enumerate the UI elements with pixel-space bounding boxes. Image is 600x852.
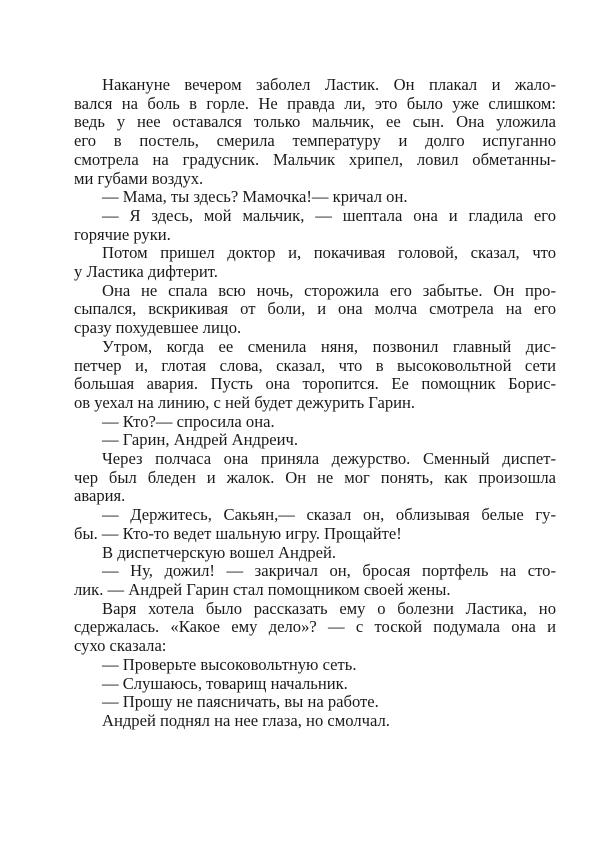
paragraph xyxy=(46,207,556,244)
text-line: вался на боль в горле. Не правда ли, это было уже слишком: xyxy=(74,93,556,113)
text-line: ведь у нее оставался только мальчик, ее сын. Она уложила xyxy=(74,112,556,132)
text-line: — Проверьте высоковольтную сеть. xyxy=(102,654,357,674)
text-line: — Я здесь, мой мальчик, — шептала она и гладила его xyxy=(102,205,556,225)
paragraph xyxy=(46,76,556,188)
text-line: — Слушаюсь, товарищ начальник. xyxy=(102,673,348,693)
text-line: чер был бледен и жалок. Он не мог понять, как произошла xyxy=(74,467,556,487)
paragraph xyxy=(46,188,556,207)
paragraph xyxy=(46,244,556,281)
text-line: — Мама, ты здесь? Мамочка!— кричал он. xyxy=(102,187,408,207)
text-line: — Гарин, Андрей Андреич. xyxy=(102,430,298,450)
text-line: Потом пришел доктор и, покачивая головой, сказал, что xyxy=(102,243,556,263)
paragraph xyxy=(46,656,556,675)
paragraph xyxy=(46,562,556,599)
paragraph xyxy=(46,450,556,506)
text-line: сухо сказала: xyxy=(74,636,167,656)
text-line: Через полчаса она приняла дежурство. Сменный диспет- xyxy=(102,449,556,469)
text-line: бы. — Кто-то ведет шальную игру. Прощайте! xyxy=(74,523,402,543)
text-line: — Держитесь, Сакьян,— сказал он, облизывая белые гу- xyxy=(102,505,556,525)
paragraph xyxy=(46,544,556,563)
text-line: Варя хотела было рассказать ему о болезни Ластика, но xyxy=(102,598,556,618)
paragraph xyxy=(46,431,556,450)
paragraph xyxy=(46,675,556,694)
text-line: — Кто?— спросила она. xyxy=(102,411,275,431)
text-line: лик. — Андрей Гарин стал помощником своей жены. xyxy=(74,579,451,599)
text-line: у Ластика дифтерит. xyxy=(74,262,218,282)
text-line: — Ну, дожил! — закричал он, бросая портфель на сто- xyxy=(102,561,556,581)
text-line: ми губами воздух. xyxy=(74,168,204,188)
text-line: авария. xyxy=(74,486,126,506)
page-text xyxy=(46,76,556,731)
text-line: Она не спала всю ночь, сторожила его забытье. Он про- xyxy=(102,280,556,300)
paragraph xyxy=(46,282,556,338)
paragraph xyxy=(46,506,556,543)
text-line: сдержалась. «Какое ему дело»? — с тоской подумала она и xyxy=(74,617,556,637)
paragraph xyxy=(46,712,556,731)
text-line: В диспетчерскую вошел Андрей. xyxy=(102,542,337,562)
text-line: большая авария. Пусть она торопится. Ее помощник Борис- xyxy=(74,374,556,394)
text-line: петчер и, глотая слова, сказал, что в высоковольтной сети xyxy=(74,355,556,375)
text-line: — Прошу не паясничать, вы на работе. xyxy=(102,692,379,712)
text-line: его в постель, смерила температуру и долго испуганно xyxy=(74,131,556,151)
text-line: горячие руки. xyxy=(74,224,171,244)
paragraph xyxy=(46,600,556,656)
text-line: Утром, когда ее сменила няня, позвонил главный дис- xyxy=(102,336,556,356)
text-line: смотрела на градусник. Мальчик хрипел, ловил обметанны- xyxy=(74,149,556,169)
paragraph xyxy=(46,693,556,712)
paragraph xyxy=(46,338,556,413)
text-line: сыпался, вскрикивая от боли, и она молча смотрела на его xyxy=(74,299,556,319)
text-line: Накануне вечером заболел Ластик. Он плакал и жало- xyxy=(102,75,556,94)
text-line: сразу похудевшее лицо. xyxy=(74,318,242,338)
text-line: Андрей поднял на нее глаза, но смолчал. xyxy=(102,710,390,730)
paragraph xyxy=(46,413,556,432)
text-line: ов уехал на линию, с ней будет дежурить Гарин. xyxy=(74,392,416,412)
